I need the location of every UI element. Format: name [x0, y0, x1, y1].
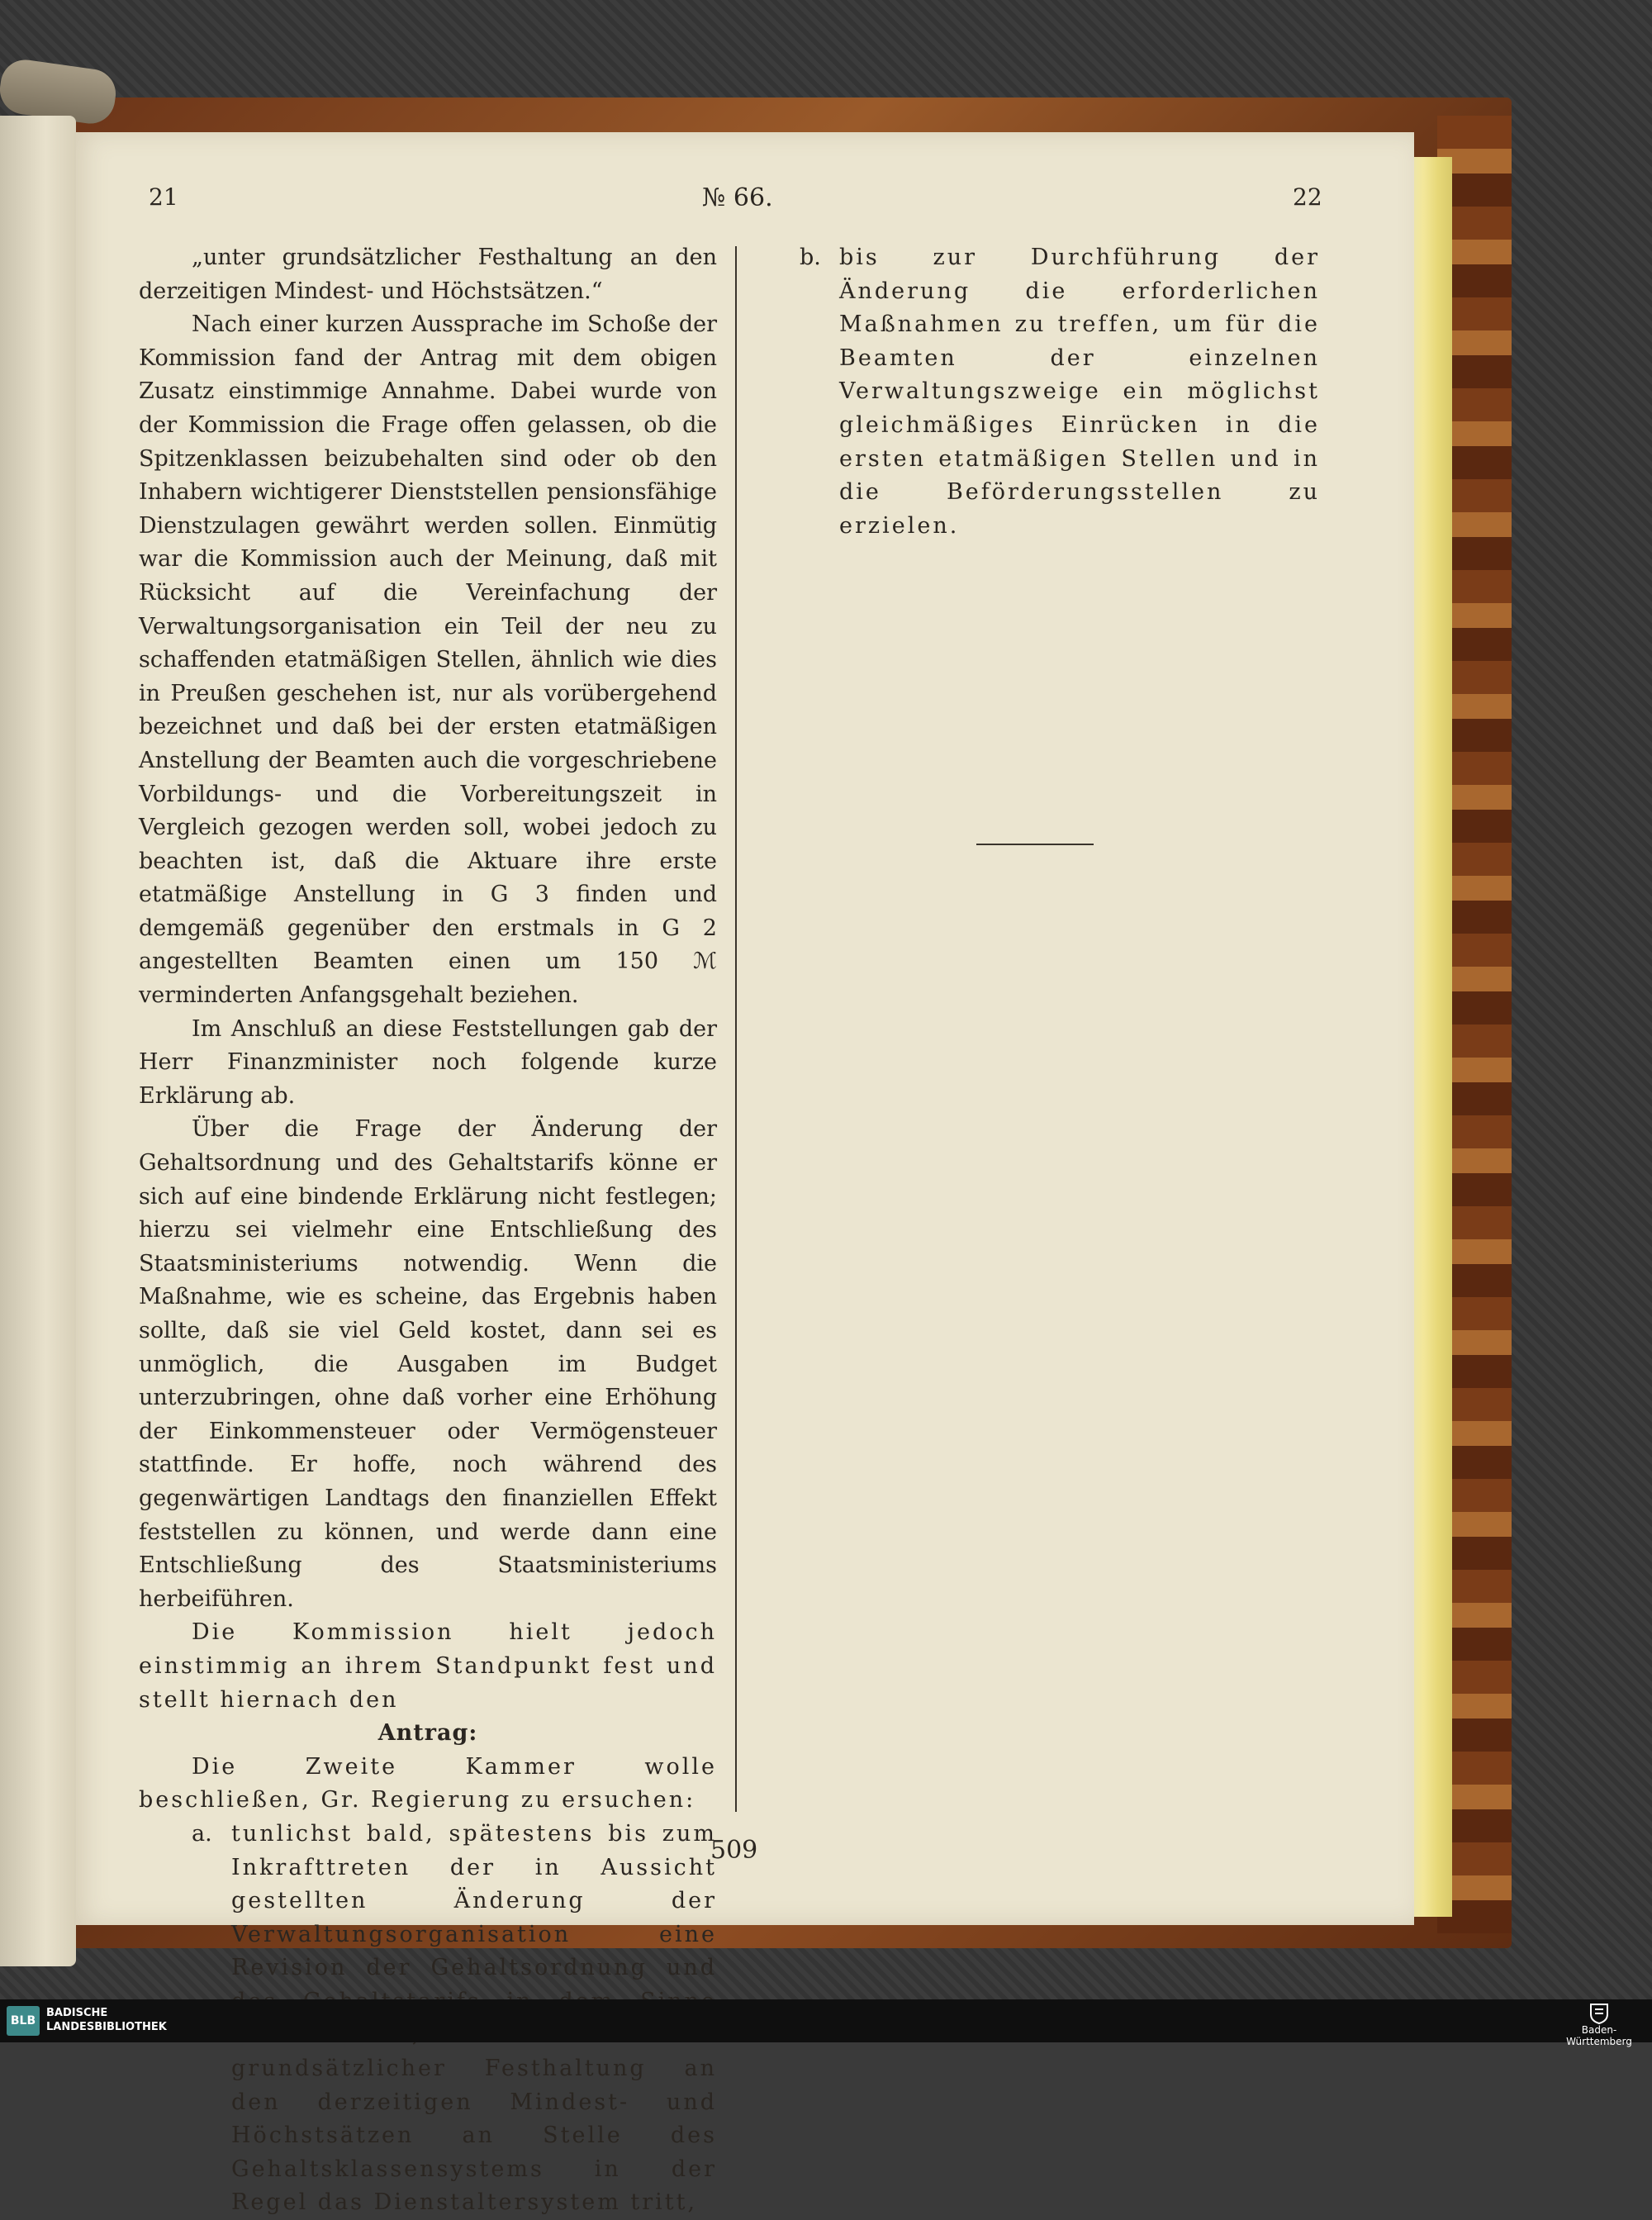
- issue-number: № 66.: [702, 183, 773, 212]
- paragraph: Über die Frage der Änderung der Gehaltsordnung und des Gehaltstarifs könne er sich auf eine bindende Erklärung nicht festlegen; hierzu sei vielmehr eine Entschließung des Staatsministeriums notwendig. Wenn die Maßnahme, wie es scheine, das Ergebnis haben sollte, daß sie viel Geld kostet, dann sei es unmöglich, die Ausgaben im Budget unterzubringen, ohne daß vorher eine Erhöhung der Einkommensteuer oder Vermögensteuer stattfinde. Er hoffe, noch während des gegenwärtigen Landtags den finanziellen Effekt feststellen zu können, und werde dann eine Entschließung des Staatsministeriums herbeiführen.: [139, 1116, 717, 1612]
- paragraph: Nach einer kurzen Aussprache im Schoße der Kommission fand der Antrag mit dem obigen Zusatz einstimmige Annahme. Dabei wurde von der Kommission die Frage offen gelassen, ob die Spitzenklassen beizubehalten sind oder ob den Inhabern wichtigerer Dienststellen pensionsfähige Dienstzulagen gewährt werden sollen. Einmütig war die Kommission auch der Meinung, daß mit Rücksicht auf die Vereinfachung der Verwaltungsorganisation ein Teil der neu zu schaffenden etatmäßigen Stellen, ähnlich wie dies in Preußen geschehen ist, nur als vorübergehend bezeichnet und daß bei der ersten etatmäßigen Anstellung der Beamten auch die vorgeschriebene Vorbildungs- und die Vorbereitungszeit in Vergleich gezogen werden soll, wobei jedoch zu beachten ist, daß die Aktuare ihre erste etatmäßige Anstellung in G 3 finden und demgemäß gegenüber den erstmals in G 2 angestellten Beamten einen um 150 ℳ verminderten Anfangsgehalt beziehen.: [139, 311, 717, 1009]
- left-page-edge: [0, 116, 76, 1966]
- list-marker: a.: [192, 1820, 212, 1847]
- list-marker: b.: [800, 245, 821, 270]
- right-column: [800, 241, 1320, 543]
- motion-heading: Antrag:: [377, 1720, 478, 1747]
- library-name-line1: BADISCHE: [46, 2007, 108, 2019]
- list-item-text: tunlichst bald, spätestens bis zum Inkrafttreten der in Aussicht gestellten Änderung der Verwaltungsorganisation eine Revision der Gehaltsordnung und grundsätzlicher Festhaltung an den derzeitigen Mindest- und Höchstsätzen an Stelle des Gehaltsklassensystems in der Regel das Dienstaltersystem tritt,: [231, 1820, 717, 2216]
- library-name: [46, 2006, 167, 2034]
- page-number-left: 21: [149, 183, 178, 211]
- list-item-text: bis zur Durchführung der Änderung die erforderlichen Maßnahmen zu treffen, um für die Beamten der einzelnen Verwaltungszweige ein möglichst gleichmäßiges Einrücken in die ersten etatmäßigen Stellen und in die Beförderungsstellen zu erzielen.: [839, 245, 1320, 539]
- footer-bar: [0, 1999, 1652, 2042]
- left-column: [139, 241, 717, 2220]
- crest-icon: [1588, 2003, 1610, 2024]
- paragraph: Die Zweite Kammer wolle beschließen, Gr. Regierung zu ersuchen:: [139, 1753, 717, 1814]
- state-logo: [1550, 2003, 1649, 2047]
- footer-page-number: 509: [710, 1836, 758, 1865]
- quote-paragraph: „unter grundsätzlicher Festhaltung an den derzeitigen Mindest- und Höchstsätzen.“: [139, 245, 717, 304]
- section-rule: [976, 844, 1094, 845]
- paragraph: Im Anschluß an diese Feststellungen gab der Herr Finanzminister noch folgende kurze Erklärung ab.: [139, 1015, 717, 1109]
- library-name-line2: LANDESBIBLIOTHEK: [46, 2021, 167, 2033]
- column-divider: [735, 246, 737, 1812]
- library-logo: BLB: [7, 2006, 40, 2036]
- page-number-right: 22: [1293, 183, 1322, 211]
- list-item-b: [800, 241, 1320, 543]
- paragraph: Die Kommission hielt jedoch einstimmig an ihrem Standpunkt fest und stellt hiernach den: [139, 1619, 717, 1713]
- state-name: Baden-Württemberg: [1566, 2024, 1632, 2047]
